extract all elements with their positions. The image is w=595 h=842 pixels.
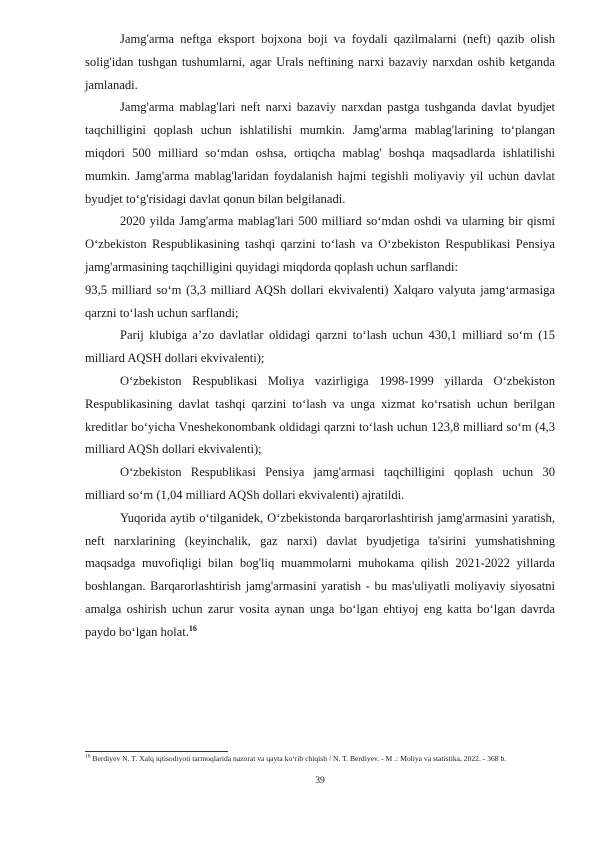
paragraph: 2020 yilda Jamg'arma mablag'lari 500 milliard so‘mdan oshdi va ularning bir qismi O‘zbekiston Respublikasining tashqi qarzini to‘lash va O‘zbekiston Respublikasi Pensiya jamg'armasining taqchilligini quyidagi miqdorda qoplash uchun sarflandi: (85, 214, 555, 274)
paragraph: Parij klubiga a’zo davlatlar oldidagi qarzni to‘lash uchun 430,1 milliard so‘m (15 milliard AQSH dollari ekvivalenti); (85, 328, 555, 366)
page-number: 39 (315, 776, 325, 786)
body-text (85, 28, 555, 644)
footnote (85, 754, 557, 765)
paragraph: O‘zbekiston Respublikasi Moliya vazirligiga 1998-1999 yillarda O‘zbekiston Respublikasining davlat tashqi qarzini to‘lash va unga xizmat ko‘rsatish uchun berilgan kreditlar bo‘yicha Vneshekonombank oldidagi qarzni to‘lash uchun 123,8 milliard so‘m (4,3 milliard AQSh dollari ekvivalenti); (85, 373, 555, 457)
paragraph: 93,5 milliard so‘m (3,3 milliard AQSh dollari ekvivalenti) Xalqaro valyuta jamg‘armasiga qarzni to‘lash uchun sarflandi; (85, 282, 555, 320)
paragraph-last (85, 507, 555, 644)
footnote-number: 16 (85, 753, 91, 760)
paragraph-text: Yuqorida aytib o‘tilganidek, O‘zbekistonda barqarorlashtirish jamg'armasini yaratish, neft narxlarining (keyinchalik, gaz narxi) davlat byudjetiga ta'sirini yumshatishning maqsadga muvofiqligi bilan bog'liq muammolarni muhokama qilish 2021-2022 yillarda boshlangan. Barqarorlashtirish jamg'armasini yaratish - bu mas'uliyatli moliyaviy siyosatni amalga oshirish uchun zarur vosita aynan unga bo‘lgan ehtiyoj eng katta bo‘lgan davrda paydo bo‘lgan holat. (85, 510, 555, 639)
footnote-text: Berdiyev N. T. Xalq iqtisodiyoti tarmoqlarida nazorat va qayta ko‘rib chiqish / N. T. Berdiyev. - M .: Moliya va statistika, 2022. - 368 b. (92, 754, 507, 763)
paragraph: O‘zbekiston Respublikasi Pensiya jamg'armasi taqchilligini qoplash uchun 30 milliard so‘m (1,04 milliard AQSh dollari ekvivalenti) ajratildi. (85, 465, 555, 502)
paragraph: Jamg'arma mablag'lari neft narxi bazaviy narxdan pastga tushganda davlat byudjet taqchilligini qoplash uchun ishlatilishi mumkin. Jamg'arma mablag'larining to‘plangan miqdori 500 milliard so‘mdan oshsa, ortiqcha mablag' boshqa maqsadlarda ishlatilishi mumkin. Jamg'arma mablag'laridan foydalanish hajmi tegishli moliyaviy yil uchun davlat byudjet to‘g'risidagi davlat qonun bilan belgilanadi. (85, 100, 555, 206)
paragraph: Jamg'arma neftga eksport bojxona boji va foydali qazilmalarni (neft) qazib olish solig'idan tushgan tushumlarni, agar Urals neftining narxi bazaviy narxdan oshib ketganda jamlanadi. (85, 32, 555, 92)
footnote-reference[interactable]: 16 (188, 623, 197, 633)
footnote-divider (85, 751, 228, 752)
